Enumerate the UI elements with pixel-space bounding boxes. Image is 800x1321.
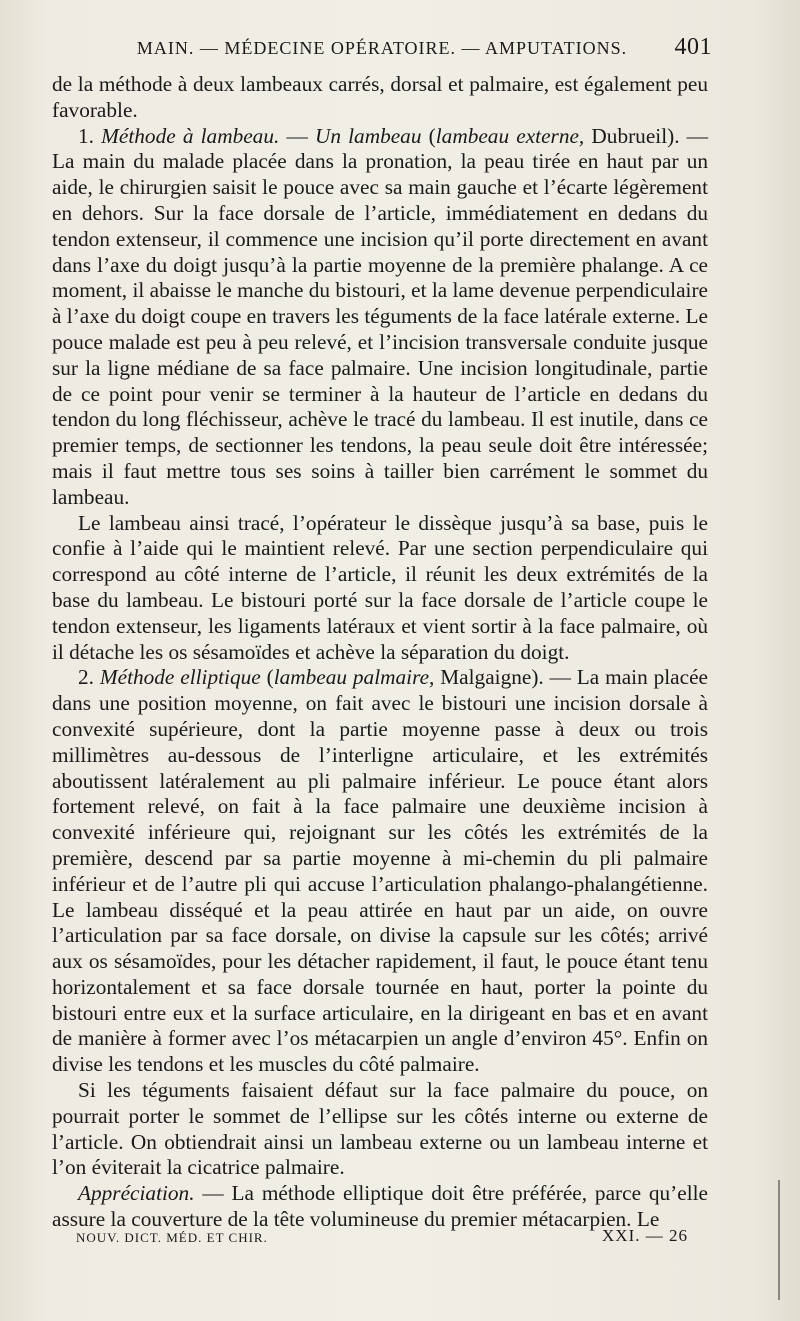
paren: ( [260,665,274,690]
paragraph-dissection: Le lambeau ainsi tracé, l’opérateur le dissèque jusqu’à sa base, puis le confie à l’aide qui le maintient relevé. Par une section perpendiculaire qui correspond au côté interne de l’article, il réunit les deux extrémités de la base du lambeau. Le bistouri porté sur la face dorsale de l’article coupe le tendon extenseur, les ligaments latéraux et vient sortir à la face palmaire, où il détache les os sésamoïdes et achève la séparation du doigt. [52,510,708,664]
paragraph-continuation: de la méthode à deux lambeaux carrés, dorsal et palmaire, est également peu favorable. [52,72,708,122]
paragraph-method-elliptic [52,665,708,1078]
running-header [52,34,712,68]
section-title: Méthode à lambeau. [101,123,280,148]
section-author: Malgaigne). [434,665,544,690]
dash: — [279,123,315,148]
page-footer [76,1226,696,1250]
footer-signature: XXI. — 26 [602,1226,688,1245]
section-variant: lambeau palmaire, [273,665,435,690]
section-author: Dubrueil). [584,123,680,148]
section-title: Méthode elliptique [99,665,261,690]
paragraph-text: — La main du malade placée dans la pronation, la peau tirée en haut par un aide, le chirurgien saisit le pouce avec sa main gauche et l’écarte légèrement en dehors. Sur la face dorsale de l’article, immédiatement en dedans du tendon extenseur, il commence une incision qu’il porte directement en avant dans l’axe du doigt jusqu’à la partie moyenne de la première phalange. A ce moment, il abaisse le manche du bistouri, et la lame devenue perpendiculaire à l’axe du doigt coupe en travers les téguments de la face latérale externe. Le pouce malade est peu à peu relevé, et l’incision transversale conduite jusque sur la ligne médiane de sa face palmaire. Une incision longitudinale, partie de ce point pour venir se terminer à la hauteur de l’article en dedans du tendon du long fléchisseur, achève le tracé du lambeau. Il est inutile, dans ce premier temps, de sectionner les tendons, la peau seule doit être intéressée; mais il faut mettre tous ses soins à tailler bien carrément le sommet du lambeau. [52,123,709,509]
paragraph-alternative: Si les téguments faisaient défaut sur la face palmaire du pouce, on pourrait porter le sommet de l’ellipse sur les côtés interne ou externe de l’article. On obtiendrait ainsi un lambeau externe ou un lambeau interne et l’on éviterait la cicatrice palmaire. [52,1078,708,1180]
section-number: 2. [78,665,94,690]
running-title: MAIN. — MÉDECINE OPÉRATOIRE. — AMPUTATIONS. [136,38,628,58]
paragraph-method-flap [52,124,708,511]
page-edge-mark [778,1180,780,1300]
section-variant: lambeau externe, [435,123,585,148]
body-text [52,72,708,1233]
page-number: 401 [674,34,712,60]
section-number: 1. [78,123,94,148]
paragraph-text: — La méthode elliptique doit être préférée, parce qu’elle assure la couverture de la tête volumineuse du premier métacarpien. Le [52,1181,708,1232]
paren: ( [421,123,436,148]
section-subtitle: Un lambeau [314,123,422,148]
paragraph-text: — La main placée dans une position moyenne, on fait avec le bistouri une incision dorsale à convexité supérieure, dont la partie moyenne passe à deux ou trois millimètres au-dessous de l’interligne articulaire, et les extrémités aboutissent latéralement au pli palmaire inférieur. Le pouce étant alors fortement relevé, on fait à la face palmaire une deuxième incision à convexité inférieure qui, rejoignant sur les côtés les extrémités de la première, descend par sa partie moyenne à mi-chemin du pli palmaire inférieur et de l’autre pli qui accuse l’articulation phalango-phalangétienne. Le lambeau disséqué et la peau attirée en haut par un aide, on ouvre l’articulation par sa face dorsale, on divise la capsule sur les côtés; arrivé aux os sésamoïdes, pour les détacher rapidement, il faut, le pouce étant tenu horizontalement et sa face dorsale tournée en haut, porter la pointe du bistouri entre eux et la surface articulaire, en la dirigeant en bas et en avant de manière à former avec l’os métacarpien un angle d’environ 45°. Enfin on divise les tendons et les muscles du côté palmaire. [52,665,708,1077]
section-title: Appréciation. [78,1181,195,1206]
footer-publication: NOUV. DICT. MÉD. ET CHIR. [76,1230,268,1245]
